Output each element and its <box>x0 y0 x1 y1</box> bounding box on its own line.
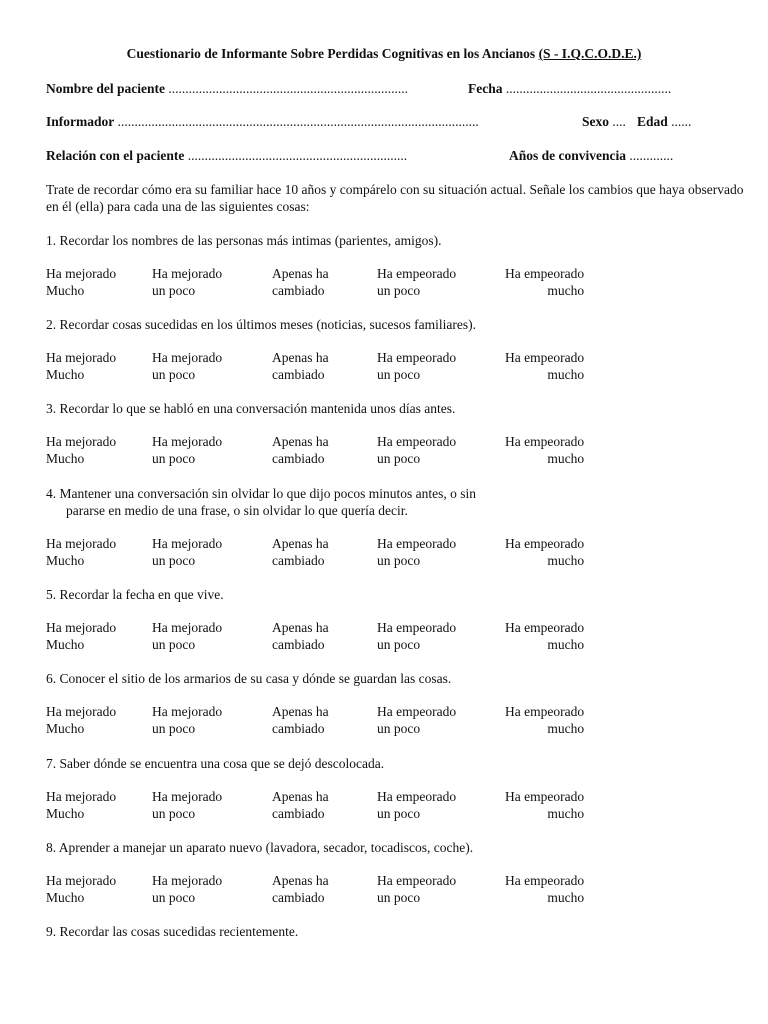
cohabitation-label: Años de convivencia <box>509 148 627 163</box>
answer-option-1[interactable] <box>46 872 116 906</box>
question-text: 5. Recordar la fecha en que vive. <box>46 587 224 602</box>
title-code: (S - I.Q.C.O.D.E.) <box>538 46 642 61</box>
option-line-2: un poco <box>377 890 421 905</box>
date-label: Fecha <box>468 81 503 96</box>
option-line-1: Ha mejorado <box>152 350 223 365</box>
option-line-2: mucho <box>547 553 585 568</box>
answer-option-1[interactable] <box>46 703 116 737</box>
answer-option-3[interactable] <box>272 535 329 569</box>
option-line-1: Ha empeorado <box>377 536 457 551</box>
option-line-2: un poco <box>377 553 421 568</box>
question-5 <box>46 586 224 603</box>
option-line-1: Ha empeorado <box>505 266 585 281</box>
option-line-2: mucho <box>547 283 585 298</box>
option-line-1: Ha mejorado <box>152 266 223 281</box>
answer-option-2[interactable] <box>152 349 222 383</box>
age-field[interactable] <box>637 113 691 130</box>
option-line-1: Apenas ha <box>272 704 329 719</box>
relation-label: Relación con el paciente <box>46 148 185 163</box>
answer-option-5[interactable] <box>505 535 584 569</box>
answer-option-3[interactable] <box>272 703 329 737</box>
answer-option-4[interactable] <box>377 265 456 299</box>
patient-name-dots: ....................................................................... <box>168 81 408 96</box>
option-line-2: cambiado <box>272 721 325 736</box>
sex-label: Sexo <box>582 114 609 129</box>
option-line-2: mucho <box>547 451 585 466</box>
cohabitation-dots: ............. <box>629 148 674 163</box>
option-line-2: un poco <box>152 367 196 382</box>
answer-option-2[interactable] <box>152 535 222 569</box>
date-dots: ................................................. <box>505 81 672 96</box>
answer-option-5[interactable] <box>505 703 584 737</box>
question-3 <box>46 400 455 417</box>
answer-option-4[interactable] <box>377 788 456 822</box>
option-line-1: Ha mejorado <box>152 434 223 449</box>
informant-field[interactable] <box>46 113 479 130</box>
answer-option-5[interactable] <box>505 433 584 467</box>
option-line-1: Ha mejorado <box>46 536 117 551</box>
option-line-2: cambiado <box>272 367 325 382</box>
answer-option-2[interactable] <box>152 265 222 299</box>
answer-option-4[interactable] <box>377 872 456 906</box>
option-line-1: Ha mejorado <box>46 620 117 635</box>
answer-option-4[interactable] <box>377 703 456 737</box>
answer-option-2[interactable] <box>152 619 222 653</box>
option-line-1: Ha mejorado <box>152 620 223 635</box>
option-line-1: Ha mejorado <box>46 789 117 804</box>
answer-option-3[interactable] <box>272 265 329 299</box>
age-dots: ...... <box>671 114 692 129</box>
answer-option-3[interactable] <box>272 788 329 822</box>
question-text: 1. Recordar los nombres de las personas más intimas (parientes, amigos). <box>46 233 442 248</box>
option-line-2: cambiado <box>272 283 325 298</box>
option-line-1: Ha empeorado <box>505 350 585 365</box>
option-line-1: Ha mejorado <box>152 873 223 888</box>
option-line-2: un poco <box>152 806 196 821</box>
option-line-2: cambiado <box>272 806 325 821</box>
option-line-2: cambiado <box>272 451 325 466</box>
option-line-2: un poco <box>377 367 421 382</box>
relation-field[interactable] <box>46 147 407 164</box>
option-line-2: cambiado <box>272 637 325 652</box>
option-line-1: Apenas ha <box>272 350 329 365</box>
question-7 <box>46 755 384 772</box>
answer-option-2[interactable] <box>152 703 222 737</box>
answer-option-4[interactable] <box>377 619 456 653</box>
question-4 <box>46 485 476 519</box>
option-line-2: un poco <box>377 451 421 466</box>
option-line-2: un poco <box>377 806 421 821</box>
option-line-1: Apenas ha <box>272 789 329 804</box>
question-text: 7. Saber dónde se encuentra una cosa que se dejó descolocada. <box>46 756 385 771</box>
age-label: Edad <box>637 114 668 129</box>
option-line-1: Ha mejorado <box>46 266 117 281</box>
option-line-2: Mucho <box>46 637 85 652</box>
option-line-1: Apenas ha <box>272 620 329 635</box>
relation-dots: ................................................................. <box>187 148 408 163</box>
option-line-2: Mucho <box>46 721 85 736</box>
answer-option-3[interactable] <box>272 433 329 467</box>
option-line-2: Mucho <box>46 806 85 821</box>
option-line-2: Mucho <box>46 367 85 382</box>
option-line-1: Ha empeorado <box>505 620 585 635</box>
option-line-2: Mucho <box>46 553 85 568</box>
answer-option-2[interactable] <box>152 872 222 906</box>
question-2 <box>46 316 476 333</box>
option-line-2: un poco <box>152 553 196 568</box>
option-line-2: Mucho <box>46 451 85 466</box>
option-line-2: mucho <box>547 367 585 382</box>
option-line-2: un poco <box>152 283 196 298</box>
answer-option-1[interactable] <box>46 535 116 569</box>
answer-option-3[interactable] <box>272 872 329 906</box>
answer-option-3[interactable] <box>272 619 329 653</box>
option-line-1: Apenas ha <box>272 434 329 449</box>
patient-name-label: Nombre del paciente <box>46 81 165 96</box>
answer-option-5[interactable] <box>505 349 584 383</box>
option-line-1: Ha empeorado <box>377 620 457 635</box>
question-9 <box>46 923 298 940</box>
patient-name-field[interactable] <box>46 80 408 97</box>
option-line-1: Ha empeorado <box>505 704 585 719</box>
question-text-continued: pararse en medio de una frase, o sin olvidar lo que quería decir. <box>66 503 408 518</box>
option-line-1: Ha empeorado <box>505 434 585 449</box>
option-line-1: Ha empeorado <box>505 536 585 551</box>
option-line-1: Apenas ha <box>272 536 329 551</box>
option-line-1: Apenas ha <box>272 873 329 888</box>
option-line-1: Ha mejorado <box>46 704 117 719</box>
option-line-2: cambiado <box>272 553 325 568</box>
answer-option-1[interactable] <box>46 788 116 822</box>
question-text: 2. Recordar cosas sucedidas en los últimos meses (noticias, sucesos familiares). <box>46 317 477 332</box>
option-line-2: mucho <box>547 637 585 652</box>
cohabitation-field[interactable] <box>509 147 673 164</box>
answer-option-1[interactable] <box>46 433 116 467</box>
option-line-2: un poco <box>377 721 421 736</box>
sex-dots: .... <box>612 114 626 129</box>
option-line-2: cambiado <box>272 890 325 905</box>
option-line-1: Ha mejorado <box>152 704 223 719</box>
answer-option-1[interactable] <box>46 619 116 653</box>
answer-option-5[interactable] <box>505 265 584 299</box>
option-line-1: Ha empeorado <box>505 873 585 888</box>
answer-option-2[interactable] <box>152 433 222 467</box>
option-line-1: Ha mejorado <box>46 350 117 365</box>
option-line-1: Ha empeorado <box>377 266 457 281</box>
question-text: 3. Recordar lo que se habló en una conversación mantenida unos días antes. <box>46 401 456 416</box>
question-text: 4. Mantener una conversación sin olvidar lo que dijo pocos minutos antes, o sin <box>46 486 477 501</box>
question-6 <box>46 670 451 687</box>
option-line-2: un poco <box>152 451 196 466</box>
document-title <box>0 45 768 62</box>
option-line-2: un poco <box>152 721 196 736</box>
answer-option-4[interactable] <box>377 433 456 467</box>
option-line-1: Ha empeorado <box>377 434 457 449</box>
option-line-1: Apenas ha <box>272 266 329 281</box>
question-text: 9. Recordar las cosas sucedidas recientemente. <box>46 924 299 939</box>
informant-label: Informador <box>46 114 115 129</box>
answer-option-5[interactable] <box>505 619 584 653</box>
option-line-2: mucho <box>547 721 585 736</box>
option-line-2: un poco <box>152 890 196 905</box>
answer-option-5[interactable] <box>505 872 584 906</box>
option-line-1: Ha empeorado <box>377 704 457 719</box>
option-line-2: mucho <box>547 890 585 905</box>
answer-option-1[interactable] <box>46 265 116 299</box>
option-line-1: Ha empeorado <box>377 789 457 804</box>
answer-option-2[interactable] <box>152 788 222 822</box>
answer-option-3[interactable] <box>272 349 329 383</box>
sex-field[interactable] <box>582 113 626 130</box>
answer-option-4[interactable] <box>377 535 456 569</box>
question-1 <box>46 232 442 249</box>
option-line-1: Ha empeorado <box>377 873 457 888</box>
option-line-2: mucho <box>547 806 585 821</box>
option-line-1: Ha mejorado <box>152 536 223 551</box>
instructions-paragraph: Trate de recordar cómo era su familiar hace 10 años y compárelo con su situación actual. Señale los cambios que haya observado en él (ella) para cada una de las siguientes cosas: <box>46 182 744 214</box>
option-line-2: Mucho <box>46 283 85 298</box>
question-text: 6. Conocer el sitio de los armarios de su casa y dónde se guardan las cosas. <box>46 671 452 686</box>
option-line-1: Ha empeorado <box>505 789 585 804</box>
option-line-1: Ha empeorado <box>377 350 457 365</box>
answer-option-1[interactable] <box>46 349 116 383</box>
option-line-2: un poco <box>377 283 421 298</box>
option-line-2: Mucho <box>46 890 85 905</box>
title-main: Cuestionario de Informante Sobre Perdidas Cognitivas en los Ancianos <box>126 46 536 61</box>
option-line-1: Ha mejorado <box>152 789 223 804</box>
option-line-2: un poco <box>152 637 196 652</box>
date-field[interactable] <box>468 80 671 97</box>
answer-option-5[interactable] <box>505 788 584 822</box>
informant-dots: ........................................................................................................... <box>117 114 479 129</box>
option-line-2: un poco <box>377 637 421 652</box>
answer-option-4[interactable] <box>377 349 456 383</box>
question-8 <box>46 839 473 856</box>
option-line-1: Ha mejorado <box>46 434 117 449</box>
option-line-1: Ha mejorado <box>46 873 117 888</box>
question-text: 8. Aprender a manejar un aparato nuevo (lavadora, secador, tocadiscos, coche). <box>46 840 474 855</box>
